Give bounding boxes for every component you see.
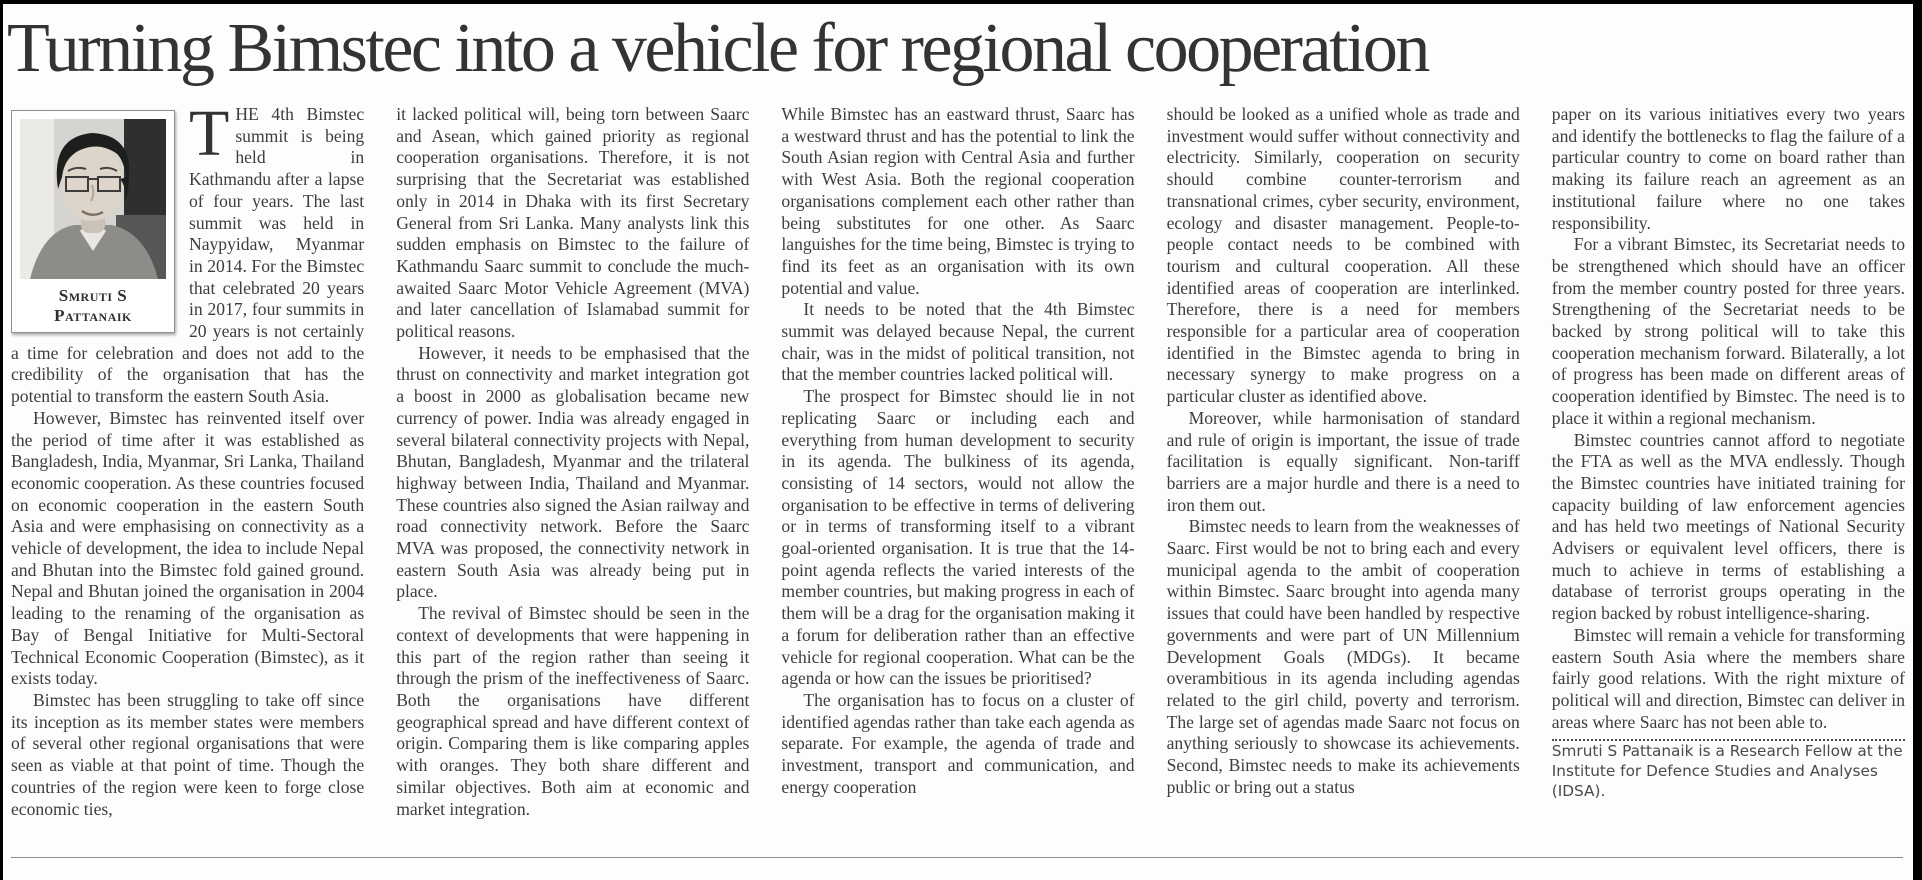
author-photo xyxy=(20,119,166,279)
paragraph: While Bimstec has an eastward thrust, Saarc has a westward thrust and has the potential to link the South Asian region with Central Asia and further with West Asia. Both the regional cooperation organisations complement each other rather than being substitutes for one other. As Saarc languishes for the time being, Bimstec is trying to find its feet as an organisation with its own potential and value. xyxy=(781,104,1135,298)
bottom-rule xyxy=(11,857,1903,858)
paragraph: The prospect for Bimstec should lie in not replicating Saarc or including each and everything from human development to security in its agenda. The bulkiness of its agenda, consisting of 14 sectors, would not allow the organisation to be effective in terms of delivering or in terms of transforming itself to a vibrant goal-oriented organisation. It is true that the 14-point agenda reflects the varied interests of the member countries, but making progress in each of them will be a drag for the organisation making it a forum for deliberation rather than an effective vehicle for regional cooperation. What can be the agenda or how can the issues be prioritised? xyxy=(781,386,1135,689)
author-name-line2: Pattanaik xyxy=(54,306,132,325)
paragraph: However, Bimstec has reinvented itself over the period of time after it was established as Bangladesh, India, Myanmar, Sri Lanka, Thailand economic cooperation. As these countries focused on economic cooperation in the eastern South Asia and were emphasising on connectivity as a vehicle of development, the idea to include Nepal and Bhutan into the Bimstec fold gained ground. Nepal and Bhutan joined the organisation in 2004 leading to the renaming of the organisation as Bay of Bengal Initiative for Multi-Sectoral Technical Economic Cooperation (Bimstec), as it exists today. xyxy=(11,407,365,689)
author-name-caption xyxy=(20,286,166,326)
paragraph: The organisation has to focus on a cluster of identified agendas rather than take each agenda as separate. For example, the agenda of trade and investment, transport and communication, and energy cooperation xyxy=(781,689,1135,797)
newspaper-page xyxy=(3,4,1913,880)
paragraph-text: HE 4th Bimstec summit is being held in Kathmandu after a lapse of four years. The last summit was held in Naypyidaw, Myanmar in 2014. For the Bimstec that celebrated 20 years in 2017, four summits in 20 years is not certainly a time for celebration and does not add to the credibility of the organisation that has the potential to transform the eastern South Asia. xyxy=(11,104,365,407)
paragraph: For a vibrant Bimstec, its Secretariat needs to be strengthened which should have an officer from the member country posted for three years. Strengthening of the Secretariat needs to be backed by strong political will to take this cooperation mechanism forward. Bilaterally, a lot of progress has been made on different areas of cooperation identified by Bimstec. The need is to place it within a regional mechanism. xyxy=(1551,234,1905,428)
article-body xyxy=(11,104,1905,852)
column-5 xyxy=(1552,104,1905,852)
drop-cap: T xyxy=(189,104,230,170)
paragraph: Bimstec will remain a vehicle for transforming eastern South Asia where the members share fairly good relations. With the right mixture of political will and direction, Bimstec can deliver in areas where Saarc has not been able to. xyxy=(1551,624,1905,732)
paragraph: It needs to be noted that the 4th Bimstec summit was delayed because Nepal, the current chair, was in the midst of political transition, not that the member countries lacked political will. xyxy=(781,299,1135,385)
column-1 xyxy=(11,104,364,852)
column-2 xyxy=(396,104,749,852)
paragraph: paper on its various initiatives every two years and identify the bottlenecks to flag the failure of a particular country to come on board rather than making its failure reach an agreement as an institutional failure where no one takes responsibility. xyxy=(1551,104,1905,233)
paragraph: Bimstec needs to learn from the weaknesses of Saarc. First would be not to bring each and every municipal agenda to the ambit of cooperation within Bimstec. Saarc brought into agenda many issues that could have been handled by respective governments and were part of UN Millennium Development Goals (MDGs). It became overambitious in its agenda including agendas related to the girl child, poverty and terrorism. The large set of agendas made Saarc not focus on anything seriously to showcase its achievements. Second, Bimstec needs to make its achievements public or bring out a status xyxy=(1166,516,1520,797)
paragraph: it lacked political will, being torn between Saarc and Asean, which gained priority as regional cooperation organisations. Therefore, it is not surprising that the Secretariat was established only in 2014 in Dhaka with its first Secretary General from Sri Lanka. Many analysts link this sudden emphasis on Bimstec to the failure of Kathmandu Saarc summit to conclude the much-awaited Saarc Motor Vehicle Agreement (MVA) and later cancellation of Islamabad summit for political reasons. xyxy=(396,104,750,342)
paragraph: The revival of Bimstec should be seen in the context of developments that were happening in this part of the region rather than seeing it through the prism of the ineffectiveness of Saarc. Both the organisations have different geographical spread and have different context of origin. Comparing them is like comparing apples with oranges. They both share different and similar objectives. Both aim at economic and market integration. xyxy=(396,603,750,819)
column-3 xyxy=(781,104,1134,852)
paragraph: Moreover, while harmonisation of standard and rule of origin is important, the issue of trade facilitation is equally significant. Non-tariff barriers are a major hurdle and there is a need to iron them out. xyxy=(1166,407,1520,515)
portrait-illustration xyxy=(20,119,166,279)
paragraph: Bimstec countries cannot afford to negotiate the FTA as well as the MVA endlessly. Though the Bimstec countries have initiated training for capacity building of law enforcement agencies and has held two meetings of National Security Advisers or equivalent level officers, there is much to achieve in terms of establishing a database of terrorist groups operating in the region backed by robust intelligence-sharing. xyxy=(1551,429,1905,624)
column-4 xyxy=(1167,104,1520,852)
paragraph: should be looked as a unified whole as trade and investment would suffer without connectivity and electricity. Similarly, cooperation on security should combine counter-terrorism and transnational crimes, cyber security, environment, ecology and disaster management. People-to-people contact needs to be combined with tourism and cultural cooperation. All these identified areas of cooperation are interlinked. Therefore, there is a need for members responsible for a particular area of cooperation identified in the Bimstec agenda to bring in necessary synergy to make progress on a particular cluster as identified above. xyxy=(1166,104,1520,407)
article-headline: Turning Bimstec into a vehicle for regional cooperation xyxy=(7,10,1428,87)
author-name-line1: Smruti S xyxy=(58,286,128,305)
paragraph: Bimstec has been struggling to take off since its inception as its member states were members of several other regional organisations that were seen as viable at that point of time. Though the countries of the region were keen to forge close economic ties, xyxy=(11,689,365,819)
author-footnote: Smruti S Pattanaik is a Research Fellow at the Institute for Defence Studies and Analyses (IDSA). xyxy=(1551,742,1903,801)
paragraph: However, it needs to be emphasised that the thrust on connectivity and market integration got a boost in 2000 as globalisation became new currency of power. India was already engaged in several bilateral connectivity projects with Nepal, Bhutan, Bangladesh, Myanmar and the trilateral highway between India, Thailand and Myanmar. These countries also signed the Asian railway and road connectivity network. Before the Saarc MVA was proposed, the connectivity network in eastern South Asia was already being put in place. xyxy=(396,342,750,602)
author-photo-frame xyxy=(11,110,175,333)
